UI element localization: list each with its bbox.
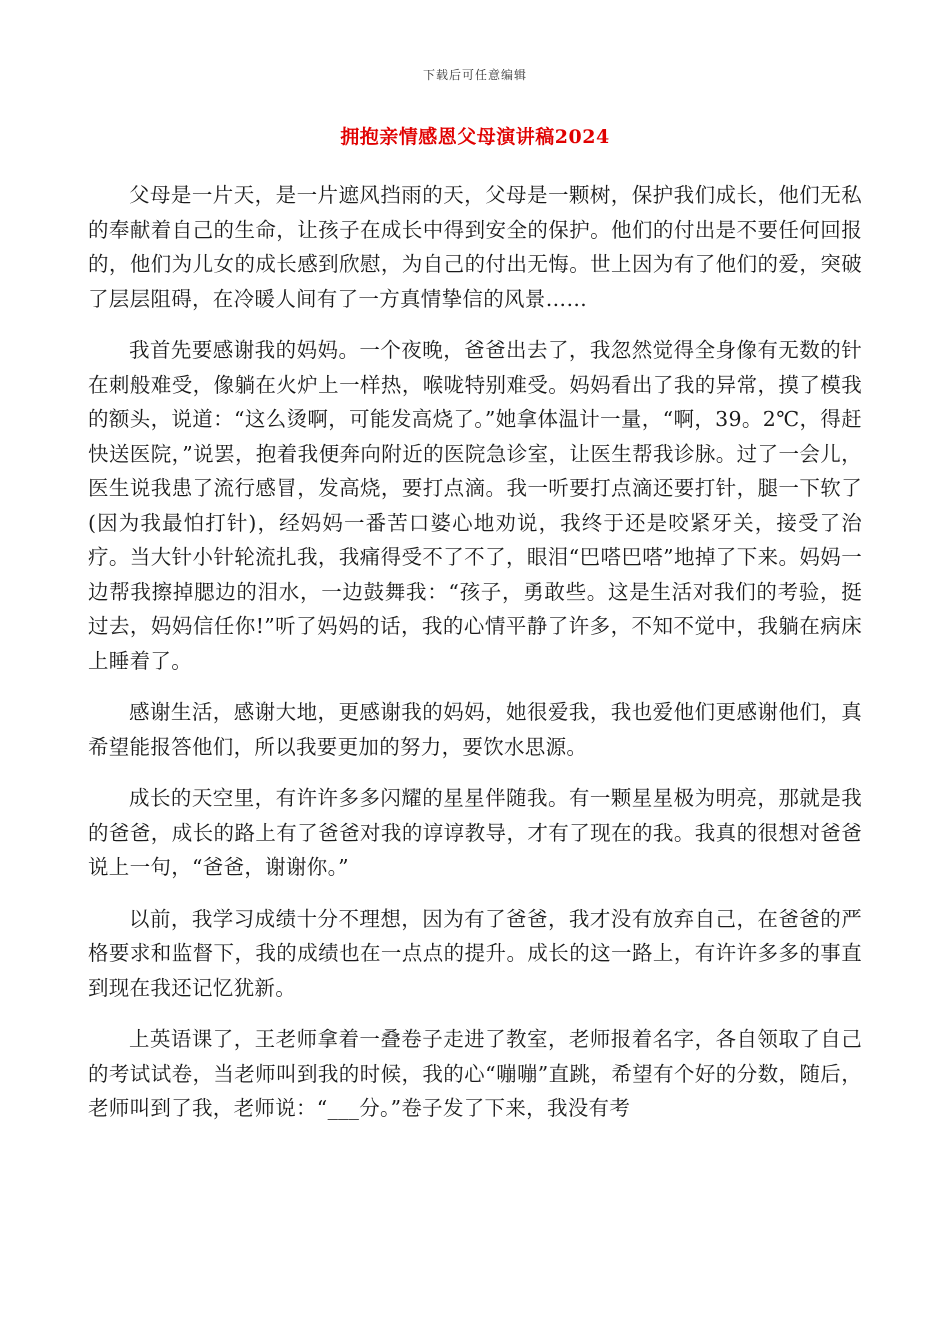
paragraph-5: 以前，我学习成绩十分不理想，因为有了爸爸，我才没有放弃自己，在爸爸的严格要求和监督下，我的成绩也在一点点的提升。成长的这一路上，有许许多多的事直到现在我还记忆犹新。 (88, 906, 862, 1000)
document-title: 拥抱亲情感恩父母演讲稿2024 (340, 126, 610, 148)
document-body (88, 178, 862, 1143)
header-note: 下载后可任意编辑 (422, 68, 527, 82)
paragraph-4: 成长的天空里，有许许多多闪耀的星星伴随我。有一颗星星极为明亮，那就是我的爸爸，成长的路上有了爸爸对我的谆谆教导，才有了现在的我。我真的很想对爸爸说上一句，“爸爸，谢谢你。” (88, 786, 862, 879)
paragraph-3: 感谢生活，感谢大地，更感谢我的妈妈，她很爱我，我也爱他们更感谢他们，真希望能报答他们，所以我要更加的努力，要饮水思源。 (88, 700, 862, 759)
paragraph-6: 上英语课了，王老师拿着一叠卷子走进了教室，老师报着名字，各自领取了自己的考试试卷，当老师叫到我的时候，我的心“嘣嘣”直跳，希望有个好的分数，随后，老师叫到了我，老师说：“___分。”卷子发了下来，我没有考 (88, 1027, 862, 1120)
paragraph-2: 我首先要感谢我的妈妈。一个夜晚，爸爸出去了，我忽然觉得全身像有无数的针在刺般难受，像躺在火炉上一样热，喉咙特别难受。妈妈看出了我的异常，摸了模我的额头，说道：“这么烫啊，可能发高烧了。”她拿体温计一量，“啊，39。2℃，得赶快送医院，”说罢，抱着我便奔向附近的医院急诊室，让医生帮我诊脉。过了一会儿，医生说我患了流行感冒，发高烧，要打点滴。我一听要打点滴还要打针，腿一下软了(因为我最怕打针)，经妈妈一番苦口婆心地劝说，我终于还是咬紧牙关，接受了治疗。当大针小针轮流扎我，我痛得受不了不了，眼泪“巴嗒巴嗒”地掉了下来。妈妈一边帮我擦掉腮边的泪水，一边鼓舞我：“孩子，勇敢些。这是生活对我们的考验，挺过去，妈妈信任你!”听了妈妈的话，我的心情平静了许多，不知不觉中，我躺在病床上睡着了。 (88, 338, 862, 673)
paragraph-1: 父母是一片天，是一片遮风挡雨的天，父母是一颗树，保护我们成长，他们无私的奉献着自己的生命，让孩子在成长中得到安全的保护。他们的付出是不要任何回报的，他们为儿女的成长感到欣慰，为自己的付出无悔。世上因为有了他们的爱，突破了层层阻碍，在冷暖人间有了一方真情挚信的风景…… (88, 183, 862, 311)
